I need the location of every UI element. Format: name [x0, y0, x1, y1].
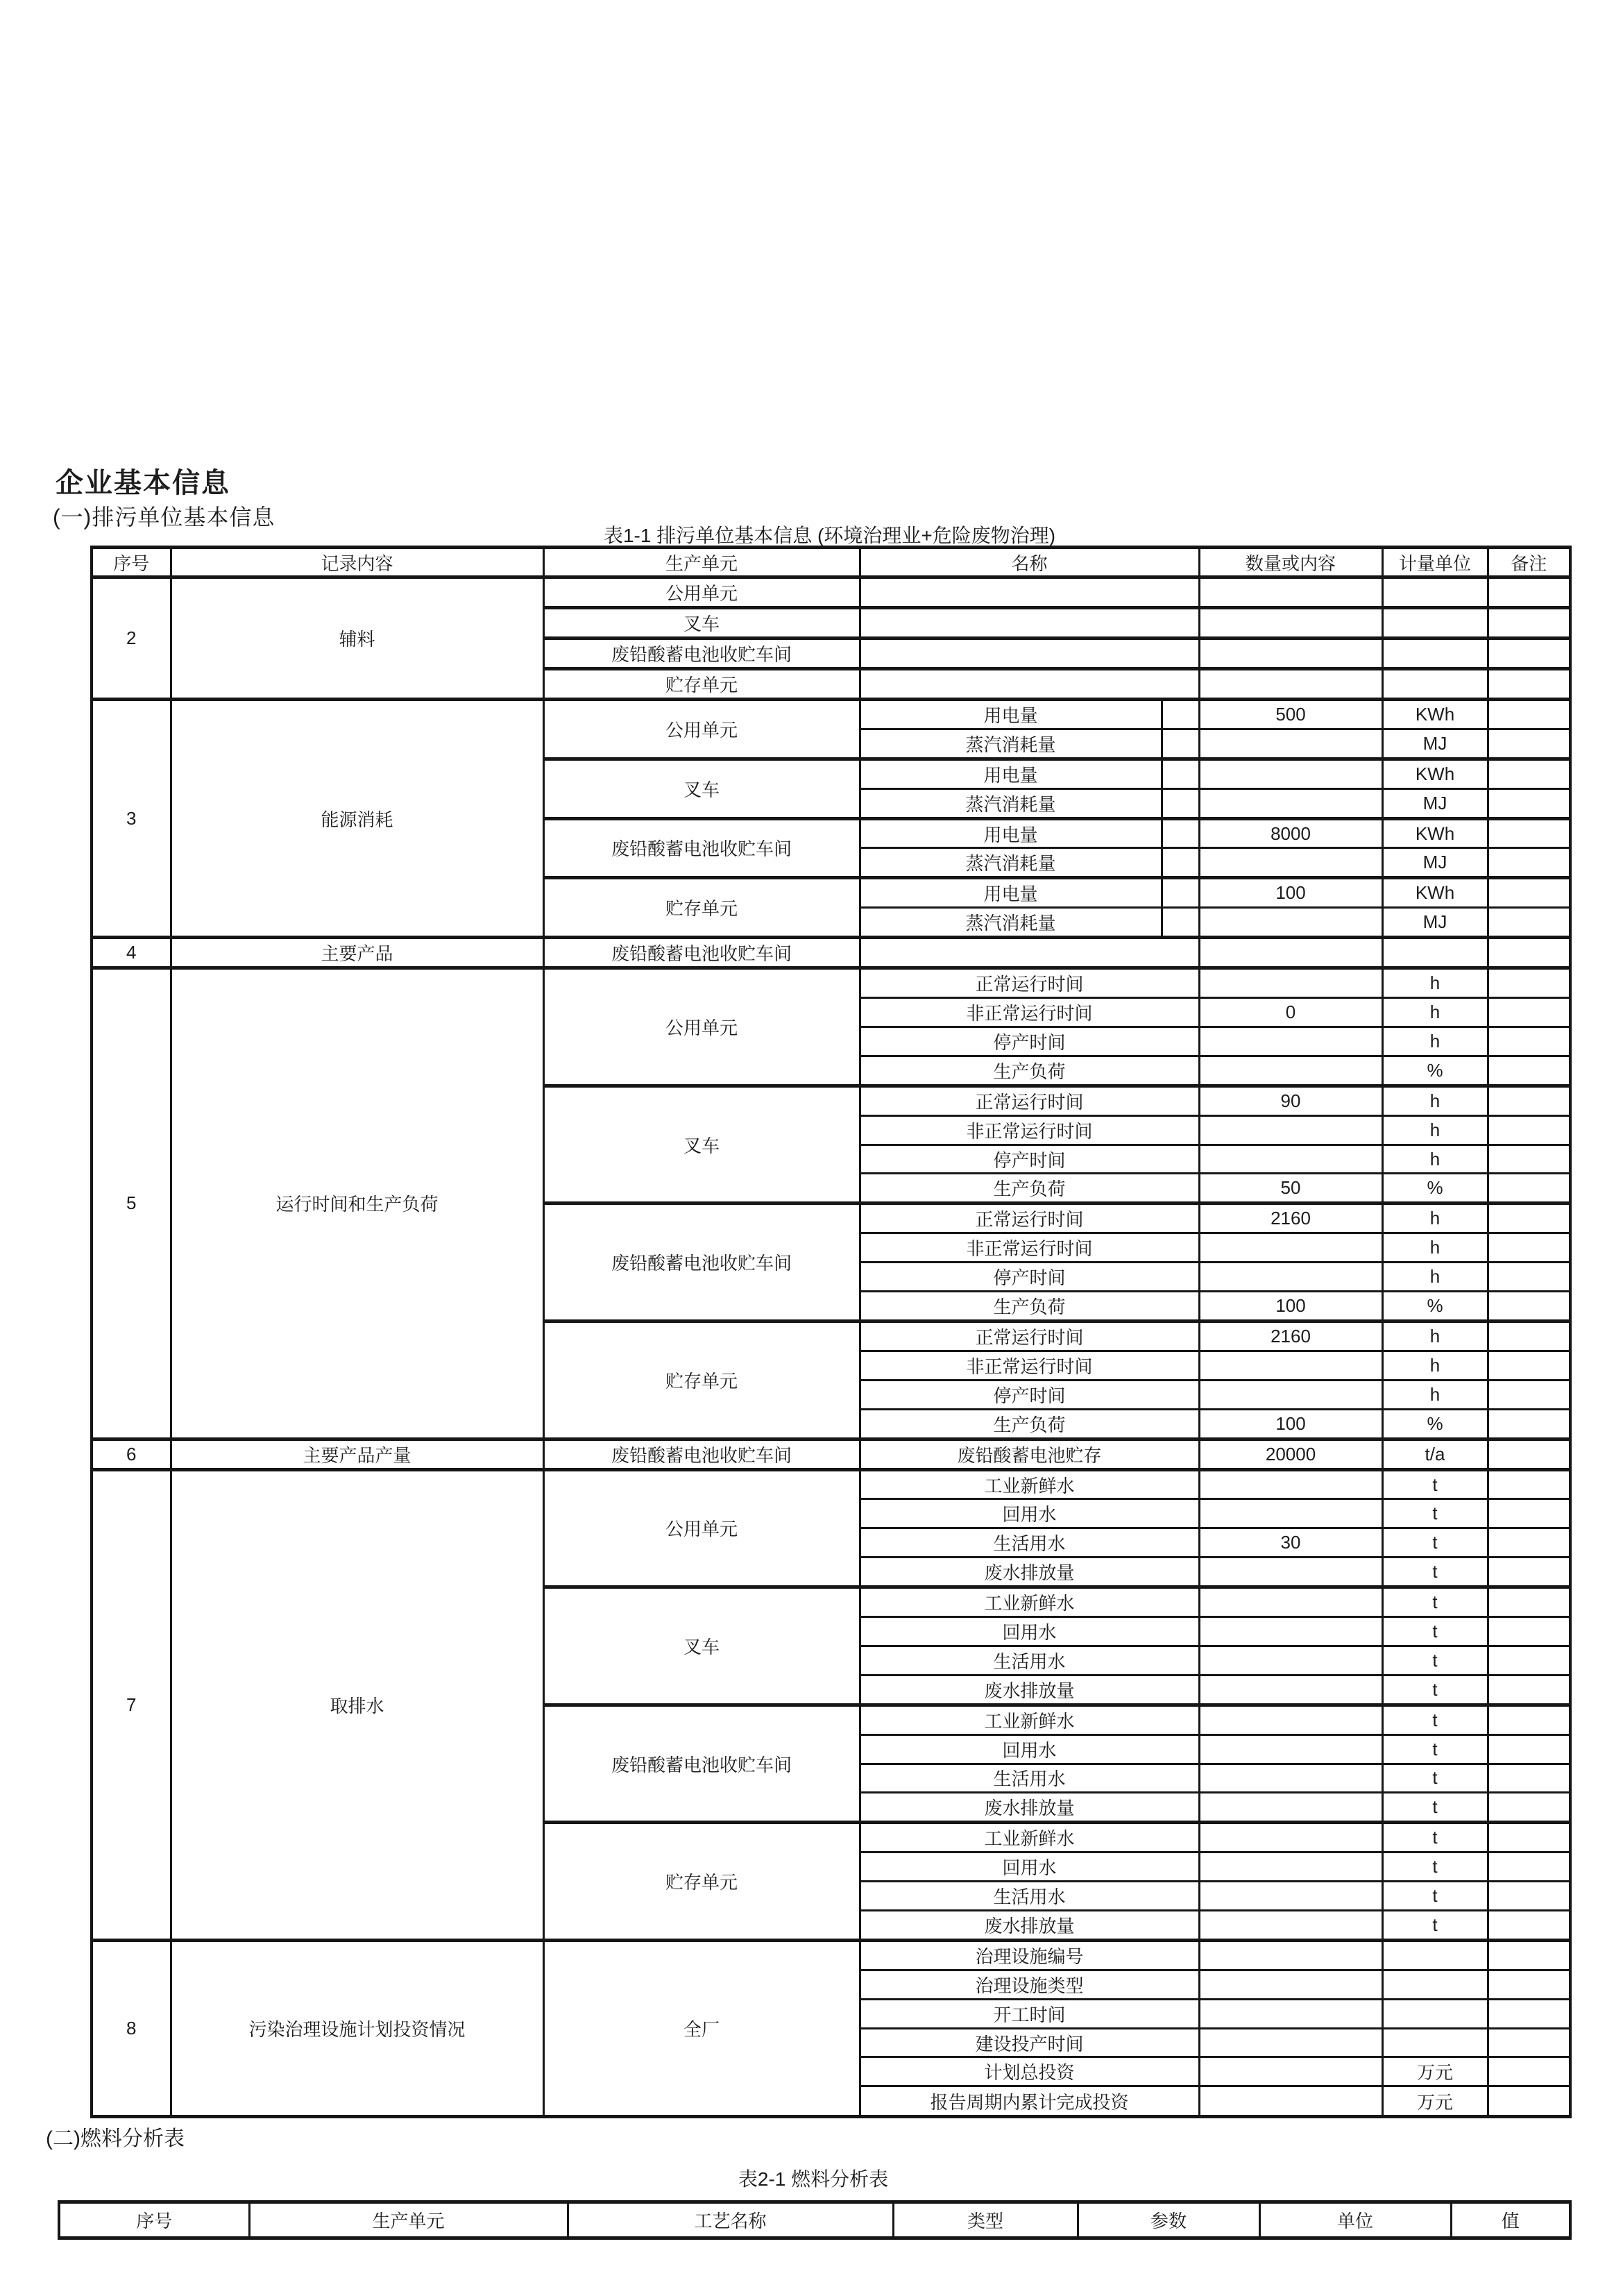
table1-header-cell-0: 序号	[92, 548, 171, 577]
cell-note	[1488, 1439, 1570, 1469]
cell-note	[1488, 668, 1570, 699]
cell-quantity: 100	[1199, 1292, 1382, 1322]
cell-seq-no: 3	[92, 699, 171, 937]
cell-note	[1488, 1351, 1570, 1380]
cell-note	[1488, 2028, 1570, 2057]
cell-measure-unit: %	[1382, 1409, 1488, 1439]
basic-info-table	[90, 546, 1572, 2118]
table1-header-row	[92, 548, 1570, 577]
cell-measure-unit: KWh	[1382, 759, 1488, 788]
table-row	[92, 699, 1570, 729]
cell-measure-unit: %	[1382, 1292, 1488, 1322]
cell-production-unit: 废铅酸蓄电池收贮车间	[543, 638, 860, 668]
cell-measure-unit: t	[1382, 1528, 1488, 1558]
cell-quantity	[1199, 1056, 1382, 1086]
cell-seq-no: 2	[92, 577, 171, 700]
cell-name: 废水排放量	[860, 1911, 1199, 1941]
cell-record-content: 能源消耗	[171, 699, 543, 937]
cell-name-spacer	[1162, 878, 1199, 908]
cell-measure-unit	[1382, 577, 1488, 608]
cell-production-unit: 公用单元	[543, 699, 860, 759]
table-row	[92, 1940, 1570, 1970]
cell-quantity	[1199, 1852, 1382, 1882]
cell-measure-unit: t	[1382, 1911, 1488, 1941]
cell-measure-unit: h	[1382, 1204, 1488, 1233]
table2-header-cell-3: 类型	[893, 2202, 1078, 2238]
cell-name: 回用水	[860, 1852, 1199, 1882]
cell-measure-unit: %	[1382, 1056, 1488, 1086]
cell-quantity	[1199, 729, 1382, 759]
cell-name-spacer	[1162, 908, 1199, 938]
cell-note	[1488, 638, 1570, 668]
cell-note	[1488, 1999, 1570, 2028]
cell-name: 蒸汽消耗量	[860, 729, 1162, 759]
cell-name: 停产时间	[860, 1380, 1199, 1409]
cell-quantity: 500	[1199, 699, 1382, 729]
cell-quantity: 100	[1199, 1409, 1382, 1439]
cell-name: 废水排放量	[860, 1675, 1199, 1705]
cell-quantity	[1199, 1734, 1382, 1764]
cell-measure-unit: h	[1382, 1380, 1488, 1409]
cell-seq-no: 6	[92, 1439, 171, 1469]
cell-production-unit: 叉车	[543, 759, 860, 818]
cell-measure-unit: 万元	[1382, 2086, 1488, 2117]
cell-quantity	[1199, 1233, 1382, 1263]
cell-note	[1488, 1617, 1570, 1646]
cell-name-spacer	[1162, 729, 1199, 759]
cell-measure-unit: t	[1382, 1675, 1488, 1705]
cell-name: 生活用水	[860, 1528, 1199, 1558]
cell-measure-unit: 万元	[1382, 2057, 1488, 2086]
table-row	[92, 577, 1570, 608]
cell-name: 用电量	[860, 699, 1162, 729]
cell-name: 废水排放量	[860, 1793, 1199, 1823]
cell-name: 生活用水	[860, 1764, 1199, 1793]
cell-name: 用电量	[860, 818, 1162, 848]
cell-measure-unit: h	[1382, 1351, 1488, 1380]
cell-measure-unit: t	[1382, 1793, 1488, 1823]
cell-quantity	[1199, 1764, 1382, 1793]
table-row	[92, 1469, 1570, 1499]
table2-header-cell-4: 参数	[1078, 2202, 1259, 2238]
cell-production-unit: 公用单元	[543, 968, 860, 1086]
cell-name: 工业新鲜水	[860, 1587, 1199, 1617]
cell-quantity	[1199, 2057, 1382, 2086]
cell-name: 用电量	[860, 878, 1162, 908]
cell-measure-unit: h	[1382, 1027, 1488, 1056]
cell-production-unit: 全厂	[543, 1940, 860, 2116]
cell-name: 蒸汽消耗量	[860, 848, 1162, 878]
cell-name: 工业新鲜水	[860, 1705, 1199, 1734]
cell-measure-unit: t	[1382, 1852, 1488, 1882]
cell-production-unit: 公用单元	[543, 577, 860, 608]
cell-note	[1488, 1115, 1570, 1145]
cell-note	[1488, 1587, 1570, 1617]
cell-note	[1488, 1204, 1570, 1233]
cell-note	[1488, 577, 1570, 608]
cell-measure-unit: h	[1382, 1145, 1488, 1174]
cell-note	[1488, 1852, 1570, 1882]
cell-measure-unit: t	[1382, 1617, 1488, 1646]
cell-quantity	[1199, 968, 1382, 998]
cell-note	[1488, 1409, 1570, 1439]
table2-header-cell-5: 单位	[1259, 2202, 1451, 2238]
cell-quantity	[1199, 1380, 1382, 1409]
cell-measure-unit	[1382, 1970, 1488, 1999]
cell-production-unit: 叉车	[543, 607, 860, 638]
cell-quantity	[1199, 1999, 1382, 2028]
cell-production-unit: 废铅酸蓄电池收贮车间	[543, 1705, 860, 1823]
cell-quantity	[1199, 938, 1382, 968]
cell-measure-unit: t	[1382, 1764, 1488, 1793]
cell-quantity	[1199, 1027, 1382, 1056]
cell-production-unit: 废铅酸蓄电池收贮车间	[543, 818, 860, 878]
table2-header-cell-0: 序号	[59, 2202, 249, 2238]
cell-name-spacer	[1162, 759, 1199, 788]
cell-quantity: 90	[1199, 1086, 1382, 1115]
cell-measure-unit: t	[1382, 1705, 1488, 1734]
cell-name: 废水排放量	[860, 1558, 1199, 1587]
cell-name: 建设投产时间	[860, 2028, 1199, 2057]
cell-name	[860, 668, 1199, 699]
cell-quantity	[1199, 908, 1382, 938]
cell-name: 蒸汽消耗量	[860, 908, 1162, 938]
cell-quantity	[1199, 848, 1382, 878]
cell-measure-unit: KWh	[1382, 699, 1488, 729]
cell-quantity	[1199, 1970, 1382, 1999]
cell-measure-unit: MJ	[1382, 908, 1488, 938]
cell-quantity	[1199, 1617, 1382, 1646]
cell-quantity	[1199, 1587, 1382, 1617]
cell-name	[860, 577, 1199, 608]
cell-name: 回用水	[860, 1499, 1199, 1528]
table1-header-cell-4: 数量或内容	[1199, 548, 1382, 577]
cell-quantity	[1199, 577, 1382, 608]
cell-note	[1488, 1705, 1570, 1734]
cell-measure-unit	[1382, 938, 1488, 968]
table2-header-cell-2: 工艺名称	[568, 2202, 893, 2238]
cell-note	[1488, 607, 1570, 638]
section-2-heading: (二)燃料分析表	[46, 2127, 185, 2150]
table1-header-cell-2: 生产单元	[543, 548, 860, 577]
cell-quantity	[1199, 1145, 1382, 1174]
cell-measure-unit: h	[1382, 1233, 1488, 1263]
cell-production-unit: 公用单元	[543, 1469, 860, 1587]
cell-measure-unit	[1382, 638, 1488, 668]
cell-name: 非正常运行时间	[860, 998, 1199, 1027]
cell-measure-unit: t	[1382, 1823, 1488, 1852]
cell-name	[860, 607, 1199, 638]
cell-name: 开工时间	[860, 1999, 1199, 2028]
cell-name: 正常运行时间	[860, 1086, 1199, 1115]
cell-measure-unit: h	[1382, 968, 1488, 998]
cell-note	[1488, 1823, 1570, 1852]
cell-note	[1488, 1263, 1570, 1292]
cell-name: 蒸汽消耗量	[860, 788, 1162, 818]
cell-note	[1488, 1646, 1570, 1675]
cell-name: 工业新鲜水	[860, 1469, 1199, 1499]
cell-measure-unit: KWh	[1382, 878, 1488, 908]
cell-quantity	[1199, 788, 1382, 818]
cell-quantity	[1199, 1940, 1382, 1970]
cell-name: 非正常运行时间	[860, 1115, 1199, 1145]
cell-quantity	[1199, 607, 1382, 638]
cell-quantity	[1199, 1351, 1382, 1380]
cell-measure-unit: t	[1382, 1499, 1488, 1528]
cell-note	[1488, 729, 1570, 759]
cell-record-content: 主要产品产量	[171, 1439, 543, 1469]
cell-name: 停产时间	[860, 1145, 1199, 1174]
cell-production-unit: 废铅酸蓄电池收贮车间	[543, 938, 860, 968]
table1-header-cell-3: 名称	[860, 548, 1199, 577]
cell-note	[1488, 1882, 1570, 1911]
cell-quantity	[1199, 1823, 1382, 1852]
table-row	[92, 1439, 1570, 1469]
cell-note	[1488, 998, 1570, 1027]
cell-measure-unit	[1382, 2028, 1488, 2057]
cell-note	[1488, 1734, 1570, 1764]
cell-seq-no: 4	[92, 938, 171, 968]
cell-quantity	[1199, 759, 1382, 788]
fuel-analysis-table	[58, 2200, 1572, 2240]
cell-note	[1488, 1469, 1570, 1499]
cell-quantity	[1199, 1558, 1382, 1587]
cell-quantity: 30	[1199, 1528, 1382, 1558]
cell-note	[1488, 2057, 1570, 2086]
cell-note	[1488, 968, 1570, 998]
cell-measure-unit	[1382, 1999, 1488, 2028]
cell-seq-no: 8	[92, 1940, 171, 2116]
cell-name: 生活用水	[860, 1646, 1199, 1675]
cell-name: 生产负荷	[860, 1056, 1199, 1086]
cell-name: 正常运行时间	[860, 968, 1199, 998]
cell-measure-unit: t	[1382, 1734, 1488, 1764]
cell-note	[1488, 908, 1570, 938]
cell-name: 停产时间	[860, 1263, 1199, 1292]
cell-production-unit: 叉车	[543, 1587, 860, 1705]
cell-note	[1488, 878, 1570, 908]
cell-name-spacer	[1162, 699, 1199, 729]
cell-note	[1488, 1086, 1570, 1115]
cell-name: 生产负荷	[860, 1292, 1199, 1322]
table1-header-cell-6: 备注	[1488, 548, 1570, 577]
cell-note	[1488, 1380, 1570, 1409]
table1-header-cell-5: 计量单位	[1382, 548, 1488, 577]
cell-note	[1488, 1174, 1570, 1204]
cell-measure-unit: t	[1382, 1882, 1488, 1911]
cell-quantity	[1199, 1675, 1382, 1705]
cell-production-unit: 贮存单元	[543, 878, 860, 938]
cell-measure-unit	[1382, 607, 1488, 638]
cell-name: 废铅酸蓄电池贮存	[860, 1439, 1199, 1469]
cell-note	[1488, 1292, 1570, 1322]
cell-measure-unit	[1382, 668, 1488, 699]
cell-note	[1488, 1499, 1570, 1528]
cell-quantity: 8000	[1199, 818, 1382, 848]
cell-quantity	[1199, 1705, 1382, 1734]
cell-quantity: 0	[1199, 998, 1382, 1027]
table-row	[92, 938, 1570, 968]
cell-seq-no: 7	[92, 1469, 171, 1940]
cell-note	[1488, 1322, 1570, 1351]
cell-measure-unit	[1382, 1940, 1488, 1970]
cell-name: 生产负荷	[860, 1174, 1199, 1204]
cell-measure-unit: h	[1382, 998, 1488, 1027]
cell-production-unit: 贮存单元	[543, 1823, 860, 1941]
cell-production-unit: 叉车	[543, 1086, 860, 1204]
cell-measure-unit: h	[1382, 1322, 1488, 1351]
cell-name: 用电量	[860, 759, 1162, 788]
cell-name	[860, 638, 1199, 668]
cell-quantity	[1199, 1646, 1382, 1675]
cell-note	[1488, 1145, 1570, 1174]
cell-measure-unit: h	[1382, 1263, 1488, 1292]
cell-note	[1488, 938, 1570, 968]
cell-name: 治理设施类型	[860, 1970, 1199, 1999]
cell-quantity: 2160	[1199, 1204, 1382, 1233]
cell-measure-unit: h	[1382, 1115, 1488, 1145]
cell-note	[1488, 818, 1570, 848]
cell-measure-unit: MJ	[1382, 848, 1488, 878]
cell-quantity: 20000	[1199, 1439, 1382, 1469]
cell-name: 停产时间	[860, 1027, 1199, 1056]
table2-header-cell-6: 值	[1451, 2202, 1570, 2238]
cell-quantity	[1199, 1115, 1382, 1145]
cell-quantity	[1199, 1469, 1382, 1499]
cell-note	[1488, 848, 1570, 878]
cell-measure-unit: t	[1382, 1558, 1488, 1587]
cell-measure-unit: t	[1382, 1646, 1488, 1675]
cell-name: 回用水	[860, 1617, 1199, 1646]
cell-quantity	[1199, 638, 1382, 668]
cell-name: 生产负荷	[860, 1409, 1199, 1439]
cell-name: 报告周期内累计完成投资	[860, 2086, 1199, 2117]
cell-name: 生活用水	[860, 1882, 1199, 1911]
cell-measure-unit: t/a	[1382, 1439, 1488, 1469]
table2-header-row	[59, 2202, 1570, 2238]
cell-production-unit: 贮存单元	[543, 668, 860, 699]
cell-note	[1488, 1233, 1570, 1263]
cell-note	[1488, 1528, 1570, 1558]
table1-caption: 表1-1 排污单位基本信息 (环境治理业+危险废物治理)	[603, 525, 1056, 546]
cell-name: 正常运行时间	[860, 1322, 1199, 1351]
cell-quantity: 2160	[1199, 1322, 1382, 1351]
cell-name: 回用水	[860, 1734, 1199, 1764]
table-row	[92, 968, 1570, 998]
cell-record-content: 取排水	[171, 1469, 543, 1940]
table2-header-cell-1: 生产单元	[249, 2202, 568, 2238]
cell-name: 计划总投资	[860, 2057, 1199, 2086]
cell-note	[1488, 1558, 1570, 1587]
page-title: 企业基本信息	[56, 468, 230, 498]
cell-note	[1488, 788, 1570, 818]
cell-name-spacer	[1162, 788, 1199, 818]
table1-body	[92, 577, 1570, 2117]
cell-measure-unit: KWh	[1382, 818, 1488, 848]
cell-name: 工业新鲜水	[860, 1823, 1199, 1852]
cell-measure-unit: t	[1382, 1587, 1488, 1617]
cell-quantity	[1199, 1499, 1382, 1528]
cell-quantity	[1199, 1882, 1382, 1911]
cell-quantity	[1199, 668, 1382, 699]
cell-record-content: 污染治理设施计划投资情况	[171, 1940, 543, 2116]
cell-measure-unit: t	[1382, 1469, 1488, 1499]
table1-header-cell-1: 记录内容	[171, 548, 543, 577]
cell-name-spacer	[1162, 848, 1199, 878]
cell-quantity	[1199, 2028, 1382, 2057]
cell-note	[1488, 759, 1570, 788]
cell-note	[1488, 1911, 1570, 1941]
cell-measure-unit: h	[1382, 1086, 1488, 1115]
cell-quantity	[1199, 1911, 1382, 1941]
cell-name: 非正常运行时间	[860, 1351, 1199, 1380]
cell-quantity	[1199, 1793, 1382, 1823]
cell-production-unit: 废铅酸蓄电池收贮车间	[543, 1204, 860, 1322]
cell-name: 治理设施编号	[860, 1940, 1199, 1970]
cell-record-content: 辅料	[171, 577, 543, 700]
cell-quantity	[1199, 2086, 1382, 2117]
cell-production-unit: 贮存单元	[543, 1322, 860, 1440]
cell-note	[1488, 1970, 1570, 1999]
cell-note	[1488, 1793, 1570, 1823]
cell-measure-unit: MJ	[1382, 729, 1488, 759]
cell-quantity: 50	[1199, 1174, 1382, 1204]
cell-note	[1488, 1027, 1570, 1056]
cell-name: 非正常运行时间	[860, 1233, 1199, 1263]
cell-note	[1488, 1056, 1570, 1086]
cell-production-unit: 废铅酸蓄电池收贮车间	[543, 1439, 860, 1469]
cell-quantity	[1199, 1263, 1382, 1292]
cell-measure-unit: %	[1382, 1174, 1488, 1204]
table2-caption: 表2-1 燃料分析表	[738, 2168, 889, 2190]
cell-quantity: 100	[1199, 878, 1382, 908]
cell-note	[1488, 1764, 1570, 1793]
cell-measure-unit: MJ	[1382, 788, 1488, 818]
cell-note	[1488, 1675, 1570, 1705]
cell-note	[1488, 699, 1570, 729]
cell-name	[860, 938, 1199, 968]
section-1-heading: (一)排污单位基本信息	[53, 505, 275, 530]
cell-note	[1488, 2086, 1570, 2117]
cell-record-content: 运行时间和生产负荷	[171, 968, 543, 1439]
cell-note	[1488, 1940, 1570, 1970]
cell-seq-no: 5	[92, 968, 171, 1439]
cell-name: 正常运行时间	[860, 1204, 1199, 1233]
cell-record-content: 主要产品	[171, 938, 543, 968]
cell-name-spacer	[1162, 818, 1199, 848]
